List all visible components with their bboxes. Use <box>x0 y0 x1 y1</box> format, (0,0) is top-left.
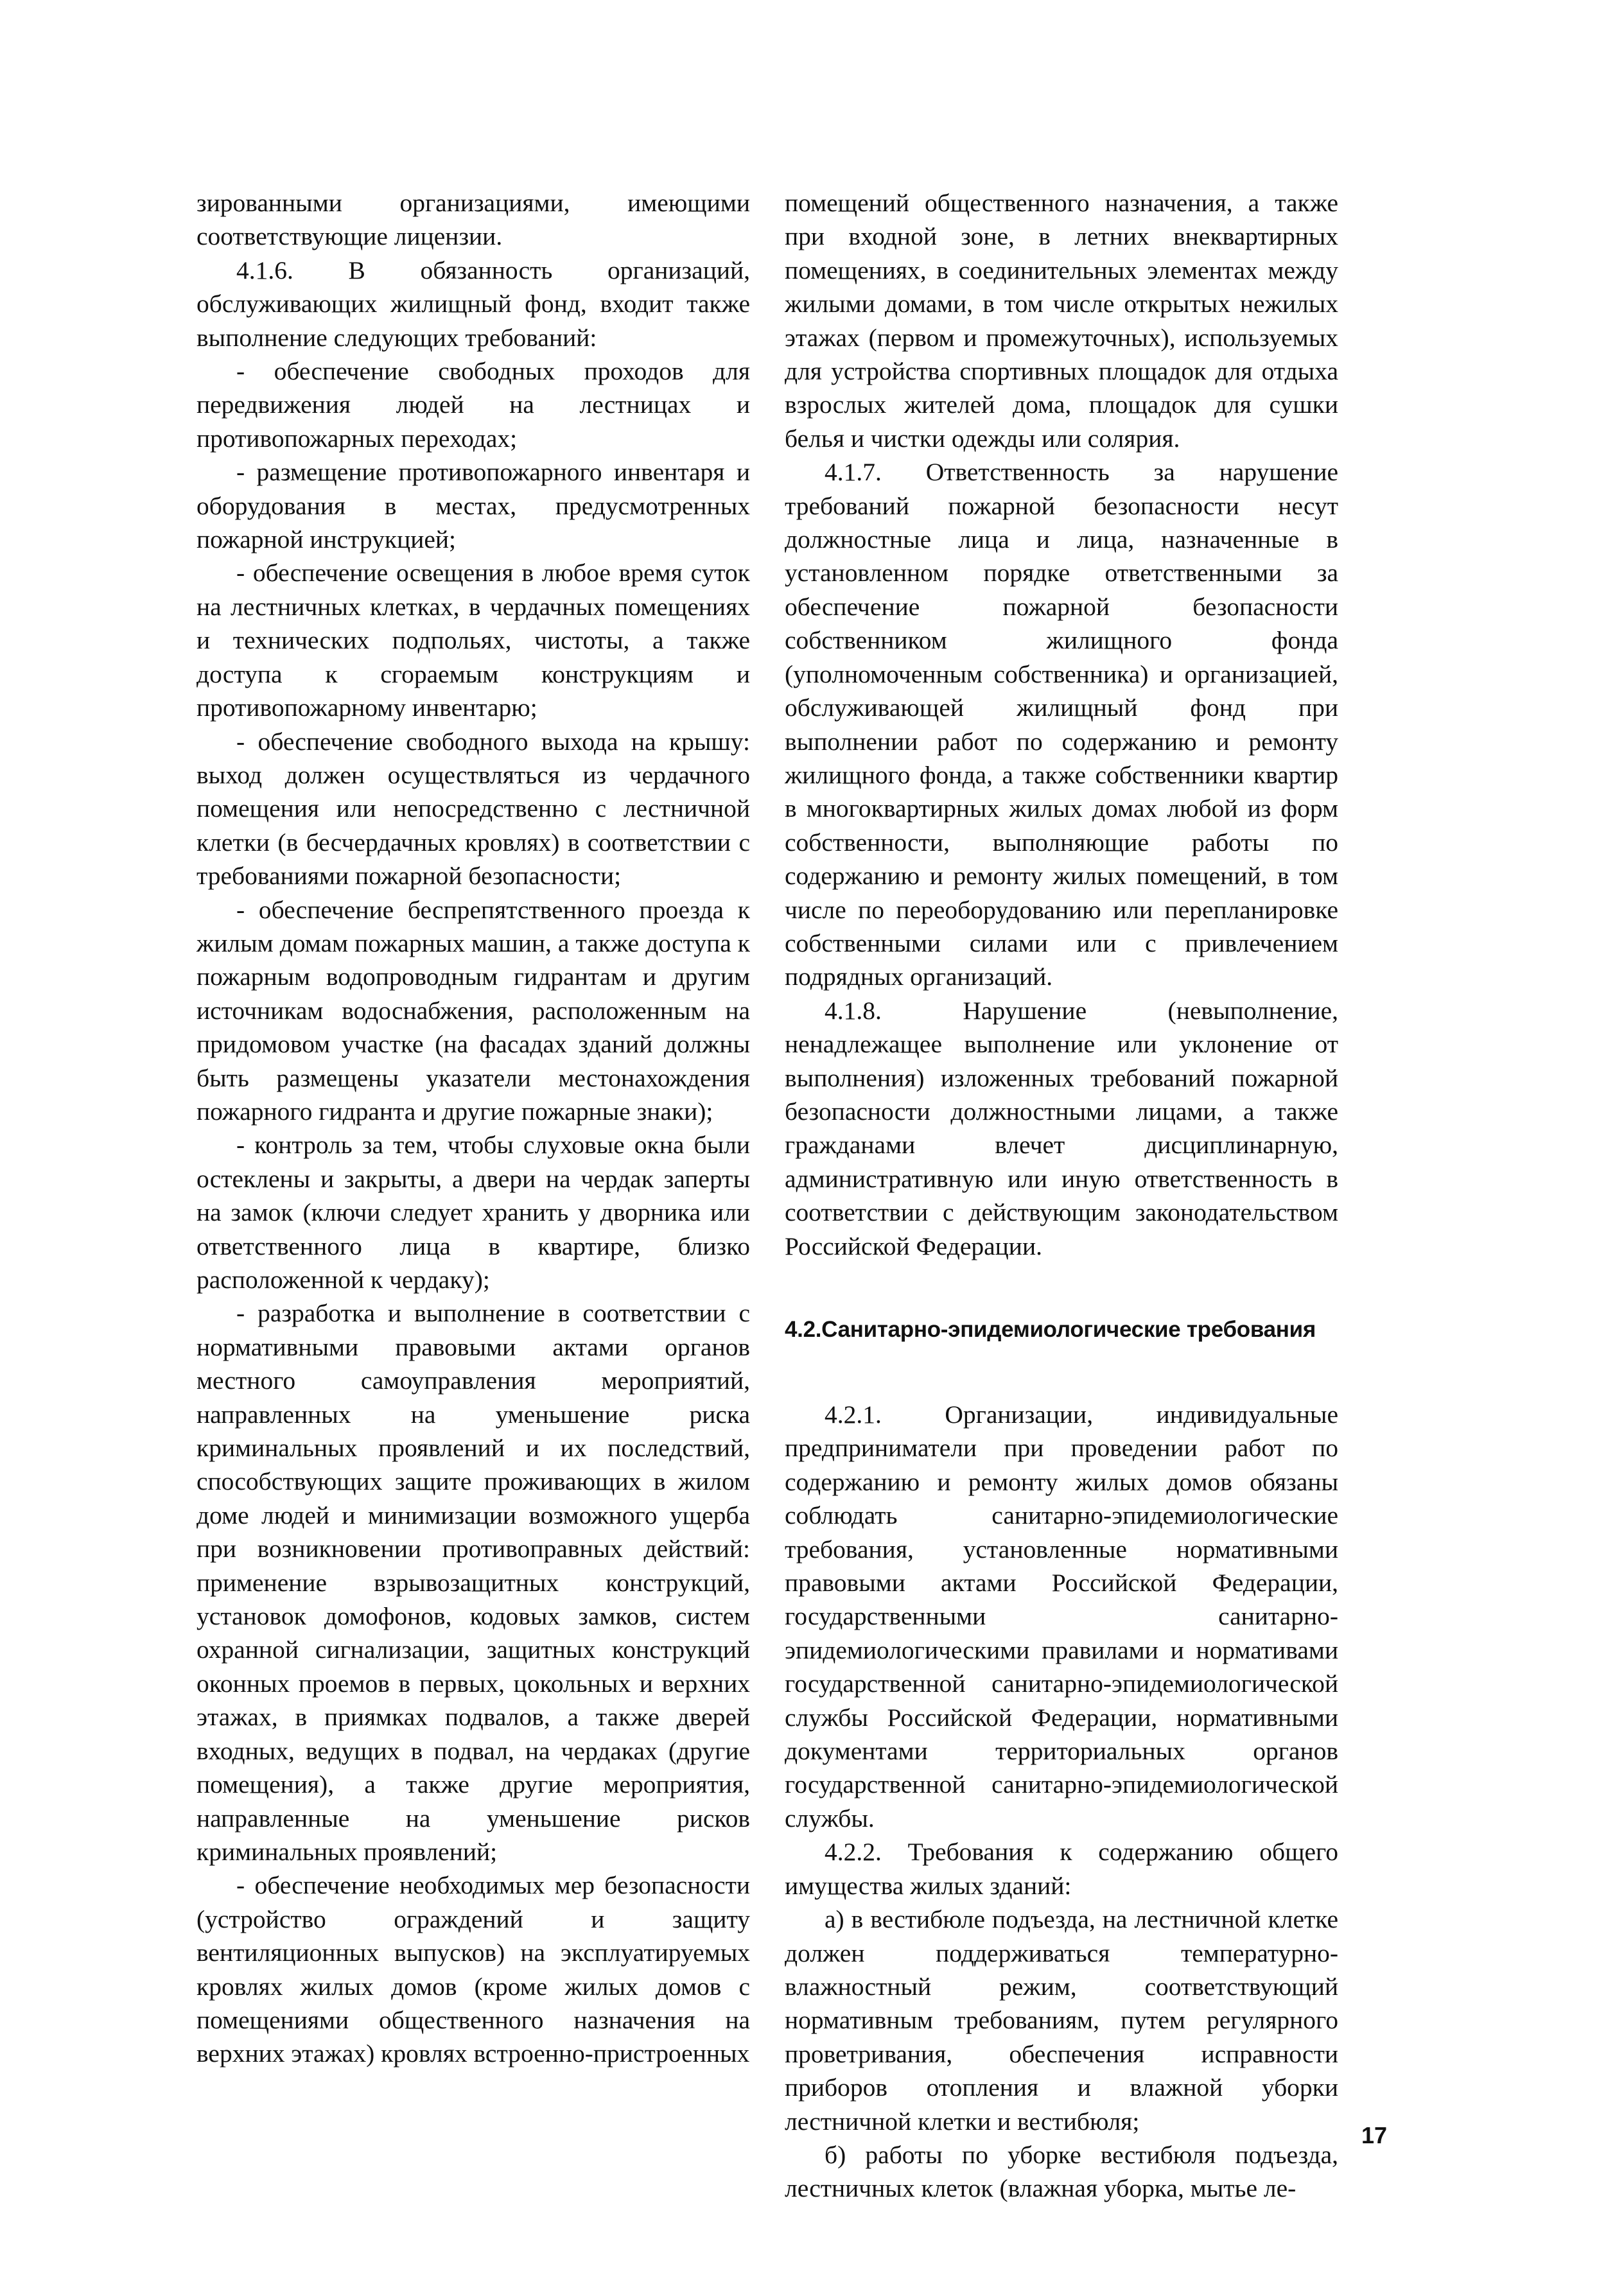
left-column <box>196 186 750 2071</box>
list-item-fire-access: - обеспечение беспрепятственного проезда к жилым домам пожарных машин, а также доступа к пожарным водопроводным гидрантам и другим источникам водоснабжения, расположенным на придомовом участке (на фасадах зданий должны быть размещены указатели местонахождения пожарного гидранта и другие пожарные знаки); <box>196 895 750 1126</box>
paragraph-4-2-1: 4.2.1. Организации, индивидуальные предприниматели при проведении работ по содержанию и ремонту жилых домов обязаны соблюдать санитарно-эпидемиологические требования, установленные нормативными правовыми актами Российской Федерации, государственными санитарно-эпидемиологическими правилами и нормативами государственной санитарно-эпидемиологической службы Российской Федерации, нормативными документами территориальных органов государственной санитарно-эпидемиологической службы. <box>785 1400 1338 1833</box>
list-item-passages: - обеспечение свободных проходов для передвижения людей на лестницах и противопожарных переходах; <box>196 357 750 453</box>
list-item-windows-control: - контроль за тем, чтобы слуховые окна были остеклены и закрыты, а двери на чердак заперты на замок (ключи следует хранить у дворника или ответственного лица в квартире, близко расположенной к чердаку); <box>196 1131 750 1294</box>
paragraph-4-2-2: 4.2.2. Требования к содержанию общего имущества жилых зданий: <box>785 1838 1338 1900</box>
list-item-b: б) работы по уборке вестибюля подъезда, лестничных клеток (влажная уборка, мытье ле- <box>785 2140 1338 2203</box>
list-item-equipment: - размещение противопожарного инвентаря и оборудования в местах, предусмотренных пожарной инструкцией; <box>196 458 750 554</box>
page-number: 17 <box>1361 2122 1387 2148</box>
section-heading-4-2: 4.2.Санитарно-эпидемиологические требования <box>785 1317 1316 1342</box>
paragraph-continuation-right: помещений общественного назначения, а также при входной зоне, в летних внеквартирных помещениях, в соединительных элементах между жилыми домами, в том числе открытых нежилых этажах (первом и промежуточных), используемых для устройства спортивных площадок для отдыха взрослых жителей дома, площадок для сушки белья и чистки одежды или солярия. <box>785 189 1338 453</box>
paragraph-4-1-6: 4.1.6. В обязанность организаций, обслуживающих жилищный фонд, входит также выполнение следующих требований: <box>196 256 750 352</box>
right-column <box>785 186 1338 2206</box>
paragraph-4-1-8: 4.1.8. Нарушение (невыполнение, ненадлежащее выполнение или уклонение от выполнения) изложенных требований пожарной безопасности должностными лицами, а также гражданами влечет дисциплинарную, административную или иную ответственность в соответствии с действующим законодательством Российской Федерации. <box>785 996 1338 1260</box>
list-item-a: а) в вестибюле подъезда, на лестничной клетке должен поддерживаться температурно-влажностный режим, соответствующий нормативным требованиям, путем регулярного проветривания, обеспечения исправности приборов отопления и влажной уборки лестничной клетки и вестибюля; <box>785 1905 1338 2136</box>
list-item-roof-safety: - обеспечение необходимых мер безопасности (устройство ограждений и защиту вентиляционных выпусков) на эксплуатируемых кровлях жилых домов (кроме жилых домов с помещениями общественного назначения на верхних этажах) кровлях встроенно-пристроенных <box>196 1871 750 2068</box>
list-item-lighting: - обеспечение освещения в любое время суток на лестничных клетках, в чердачных помещениях и технических подпольях, чистоты, а также доступа к сгораемым конструкциям и противопожарному инвентарю; <box>196 559 750 722</box>
list-item-crime-prevention: - разработка и выполнение в соответствии с нормативными правовыми актами органов местного самоуправления мероприятий, направленных на уменьшение риска криминальных проявлений и их последствий, способствующих защите проживающих в жилом доме людей и минимизации возможного ущерба при возникновении противоправных действий: применение взрывозащитных конструкций, установок домофонов, кодовых замков, систем охранной сигнализации, защитных конструкций оконных проемов в первых, цокольных и верхних этажах, в приямках подвалов, а также дверей входных, ведущих в подвал, на чердаках (другие помещения), а также другие мероприятия, направленные на уменьшение рисков криминальных проявлений; <box>196 1299 750 1866</box>
paragraph-4-1-7: 4.1.7. Ответственность за нарушение требований пожарной безопасности несут должностные лица и лица, назначенные в установленном порядке ответственными за обеспечение пожарной безопасности собственником жилищного фонда (уполномоченным собственника) и организацией, обслуживающей жилищный фонд при выполнении работ по содержанию и ремонту жилищного фонда, а также собственники квартир в многоквартирных жилых домах любой из форм собственности, выполняющие работы по содержанию и ремонту жилых помещений, в том числе по переоборудованию или перепланировке собственными силами или с привлечением подрядных организаций. <box>785 458 1338 991</box>
list-item-roof-exit: - обеспечение свободного выхода на крышу: выход должен осуществляться из чердачного помещения или непосредственно с лестничной клетки (в бесчердачных кровлях) в соответствии с требованиями пожарной безопасности; <box>196 727 750 891</box>
paragraph-continuation: зированными организациями, имеющими соответствующие лицензии. <box>196 189 750 251</box>
